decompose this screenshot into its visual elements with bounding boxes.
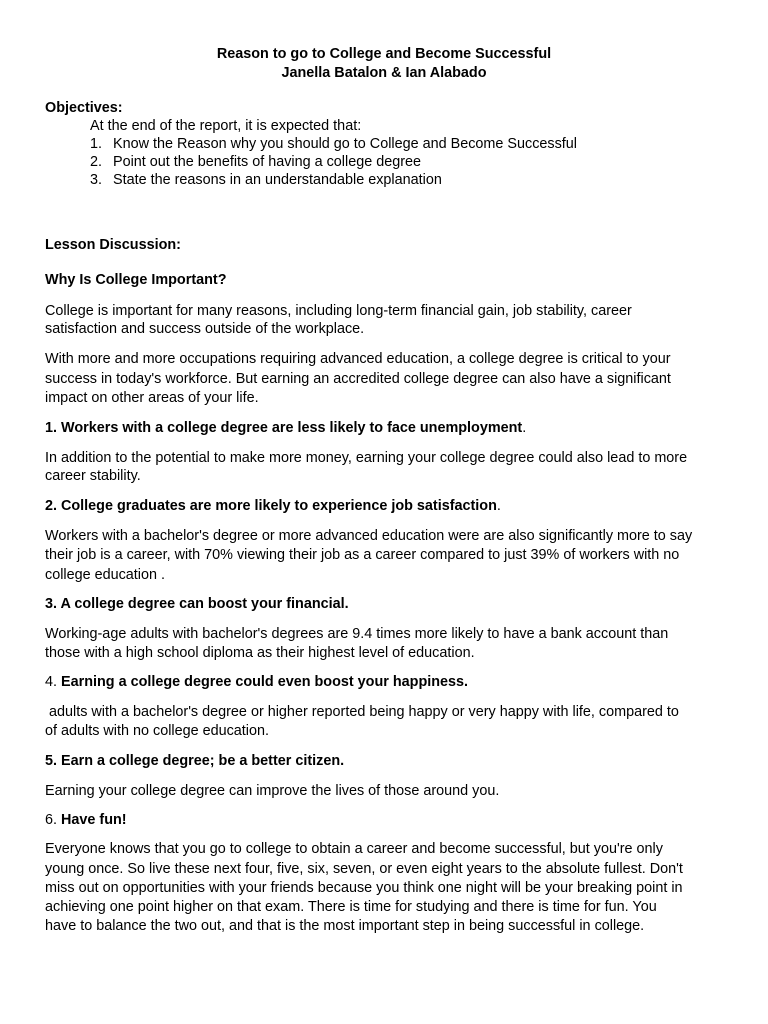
paragraph-line: impact on other areas of your life. [45, 390, 259, 406]
objective-text: Know the Reason why you should go to College and Become Successful [113, 136, 577, 152]
paragraph-line: College is important for many reasons, including long-term financial gain, job stability, career [45, 303, 632, 319]
reason-number: 4. [45, 674, 61, 690]
paragraph-line: college education . [45, 567, 166, 583]
reason-heading [45, 752, 735, 771]
objective-item [90, 171, 442, 190]
reason-title: Have fun! [61, 812, 127, 828]
reason-title: College graduates are more likely to experience job satisfaction [61, 498, 497, 514]
objective-number: 3. [90, 172, 103, 188]
paragraph-line: satisfaction and success outside of the workplace. [45, 321, 365, 337]
document-authors: Janella Batalon & Ian Alabado [281, 65, 487, 81]
objective-number: 2. [90, 154, 103, 170]
reason-number: 2. [45, 498, 61, 514]
reason-number: 3. [45, 596, 61, 612]
paragraph-line: Everyone knows that you go to college to obtain a career and become successful, but you're only [45, 841, 663, 857]
paragraph-line: adults with a bachelor's degree or higher reported being happy or very happy with life, compared to [45, 704, 679, 720]
paragraph-line: success in today's workforce. But earning an accredited college degree can also have a significant [45, 371, 671, 387]
reason-heading [45, 595, 735, 614]
paragraph-line: With more and more occupations requiring advanced education, a college degree is critical to your [45, 351, 671, 367]
paragraph-line: achieving one point higher on that exam. There is time for studying and there is time for fun. You [45, 899, 657, 915]
reason-number: 1. [45, 420, 61, 436]
paragraph-line: In addition to the potential to make more money, earning your college degree could also lead to more [45, 450, 688, 466]
reason-suffix: . [522, 420, 527, 436]
reason-heading [45, 673, 735, 692]
reason-number: 6. [45, 812, 61, 828]
objectives-heading: Objectives: [45, 100, 123, 116]
objective-number: 1. [90, 136, 103, 152]
paragraph-line: miss out on opportunities with your friends because you think one night will be your breaking point in [45, 880, 683, 896]
reason-title: Earning a college degree could even boost your happiness. [61, 674, 469, 690]
document-title: Reason to go to College and Become Successful [216, 46, 552, 62]
reason-heading [45, 497, 735, 516]
paragraph-line: Workers with a bachelor's degree or more advanced education were are also significantly more to say [45, 528, 693, 544]
paragraph-line: Earning your college degree can improve the lives of those around you. [45, 783, 500, 799]
lesson-subheading: Why Is College Important? [45, 272, 227, 288]
paragraph-line: young once. So live these next four, five, six, seven, or even eight years to the absolute fullest. Don't [45, 861, 683, 877]
objectives-intro: At the end of the report, it is expected that: [90, 118, 362, 134]
reason-number: 5. [45, 753, 61, 769]
objective-item [90, 153, 421, 172]
paragraph-line: of adults with no college education. [45, 723, 270, 739]
paragraph-line: career stability. [45, 468, 141, 484]
paragraph-line: Working-age adults with bachelor's degrees are 9.4 times more likely to have a bank account than [45, 626, 669, 642]
paragraph-line: have to balance the two out, and that is the most important step in being successful in college. [45, 918, 645, 934]
objective-item [90, 135, 577, 154]
reason-title: Workers with a college degree are less likely to face unemployment [61, 420, 523, 436]
reason-suffix: . [496, 498, 501, 514]
reason-heading [45, 419, 735, 438]
objective-text: State the reasons in an understandable explanation [113, 172, 442, 188]
paragraph-line: those with a high school diploma as their highest level of education. [45, 645, 475, 661]
objective-text: Point out the benefits of having a college degree [113, 154, 422, 170]
paragraph-line: their job is a career, with 70% viewing their job as a career compared to just 39% of workers with no [45, 547, 680, 563]
reason-title: A college degree can boost your financial. [60, 596, 349, 612]
lesson-heading: Lesson Discussion: [45, 237, 181, 253]
reason-heading [45, 811, 735, 830]
reason-title: Earn a college degree; be a better citizen. [61, 753, 345, 769]
